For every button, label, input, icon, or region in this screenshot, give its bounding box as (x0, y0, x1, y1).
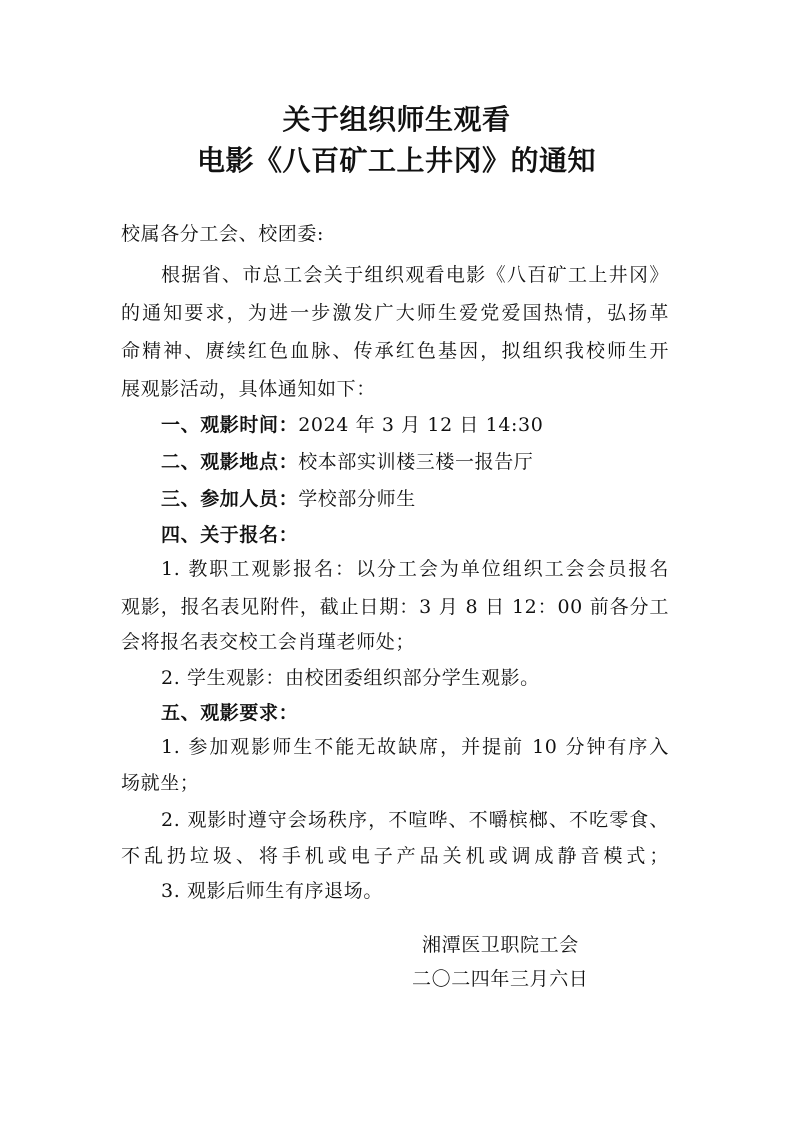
item-time-value: 2024 年 3 月 12 日 14:30 (298, 414, 544, 436)
item-people (161, 487, 416, 511)
title-line-2: 电影《八百矿工上井冈》的通知 (196, 144, 596, 177)
requirements-heading: 五、观影要求： (161, 702, 299, 724)
signature-date: 二〇二四年三月六日 (412, 968, 589, 990)
req-2-line-1: 2. 观影时遵守会场秩序，不喧哗、不嚼槟榔、不吃零食、 (161, 809, 669, 831)
salutation: 校属各分工会、校团委: (121, 223, 325, 245)
item-place (161, 450, 533, 474)
item-place-value: 校本部实训楼三楼一报告厅 (298, 451, 534, 473)
req-2-line-2: 不乱扔垃圾、将手机或电子产品关机或调成静音模式； (121, 845, 669, 867)
signup-heading: 四、关于报名： (161, 524, 299, 546)
req-1-line-1: 1. 参加观影师生不能无故缺席，并提前 10 分钟有序入 (161, 736, 669, 758)
item-time-label: 一、观影时间： (161, 414, 299, 436)
signup-1-line-2: 观影，报名表见附件，截止日期：3 月 8 日 12：00 前各分工 (121, 596, 669, 618)
signup-1-line-1: 1. 教职工观影报名：以分工会为单位组织工会会员报名 (161, 558, 669, 580)
item-people-value: 学校部分师生 (298, 488, 416, 510)
signature-org: 湘潭医卫职院工会 (422, 934, 579, 956)
signup-2: 2. 学生观影：由校团委组织部分学生观影。 (161, 667, 540, 689)
intro-line-2: 的通知要求，为进一步激发广大师生爱党爱国热情，弘扬革 (121, 302, 669, 324)
signup-1-line-3: 会将报名表交校工会肖瑾老师处； (121, 631, 416, 653)
intro-line-4: 展观影活动，具体通知如下： (121, 378, 376, 400)
title-line-1: 关于组织师生观看 (282, 103, 511, 136)
item-place-label: 二、观影地点： (161, 451, 299, 473)
item-time (161, 413, 543, 437)
intro-line-3: 命精神、赓续红色血脉、传承红色基因，拟组织我校师生开 (121, 340, 669, 362)
req-3: 3. 观影后师生有序退场。 (161, 880, 383, 902)
intro-line-1: 根据省、市总工会关于组织观看电影《八百矿工上井冈》 (161, 264, 669, 286)
item-people-label: 三、参加人员： (161, 488, 299, 510)
req-1-line-2: 场就坐； (121, 772, 200, 794)
